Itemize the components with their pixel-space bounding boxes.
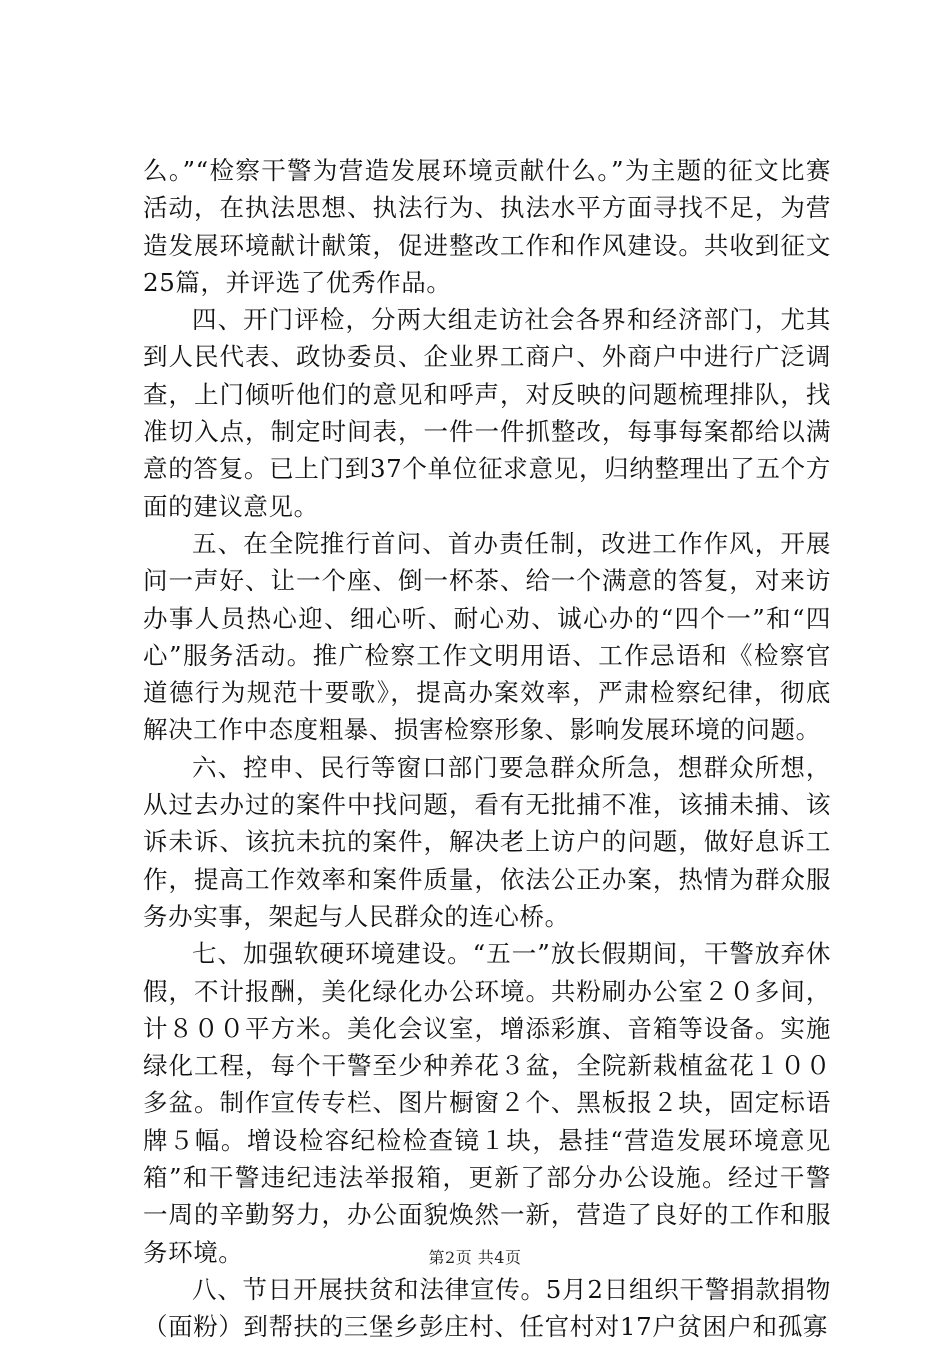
document-body <box>143 152 831 1346</box>
page-number-footer: 第2页 共4页 <box>428 1248 522 1267</box>
paragraph-5: 七、加强软硬环境建设。“五一”放长假期间，干警放弃休假，不计报酬，美化绿化办公环境。共粉刷办公室２０多间，计８００平方米。美化会议室，增添彩旗、音箱等设备。实施绿化工程，每个干警至少种养花３盆，全院新栽植盆花１００多盆。制作宣传专栏、图片橱窗２个、黑板报２块，固定标语牌５幅。增设检容纪检检查镜１块，悬挂“营造发展环境意见箱”和干警违纪违法举报箱，更新了部分办公设施。经过干警一周的辛勤努力，办公面貌焕然一新，营造了良好的工作和服务环境。 <box>143 939 831 1267</box>
paragraph-1: 么。”“检察干警为营造发展环境贡献什么。”为主题的征文比赛活动，在执法思想、执法行为、执法水平方面寻找不足，为营造发展环境献计献策，促进整改工作和作风建设。共收到征文25篇，并评选了优秀作品。 <box>143 156 831 297</box>
paragraph-3: 五、在全院推行首问、首办责任制，改进工作作风，开展问一声好、让一个座、倒一杯茶、给一个满意的答复，对来访办事人员热心迎、细心听、耐心劝、诚心办的“四个一”和“四心”服务活动。推广检察工作文明用语、工作忌语和《检察官道德行为规范十要歌》，提高办案效率，严肃检察纪律，彻底解决工作中态度粗暴、损害检察形象、影响发展环境的问题。 <box>143 528 831 745</box>
paragraph-2: 四、开门评检，分两大组走访社会各界和经济部门，尤其到人民代表、政协委员、企业界工商户、外商户中进行广泛调查，上门倾听他们的意见和呼声，对反映的问题梳理排队，找准切入点，制定时间表，一件一件抓整改，每事每案都给以满意的答复。已上门到37个单位征求意见，归纳整理出了五个方面的建议意见。 <box>143 305 831 521</box>
paragraph-6: 八、节日开展扶贫和法律宣传。5月2日组织干警捐款捐物（面粉）到帮扶的三堡乡彭庄村、任官村对17户贫困户和孤寡 <box>143 1274 831 1342</box>
paragraph-4: 六、控申、民行等窗口部门要急群众所急，想群众所想，从过去办过的案件中找问题，看有无批捕不准，该捕未捕、该诉未诉、该抗未抗的案件，解决老上访户的问题，做好息诉工作，提高工作效率和案件质量，依法公正办案，热情为群众服务办实事，架起与人民群众的连心桥。 <box>143 752 831 931</box>
